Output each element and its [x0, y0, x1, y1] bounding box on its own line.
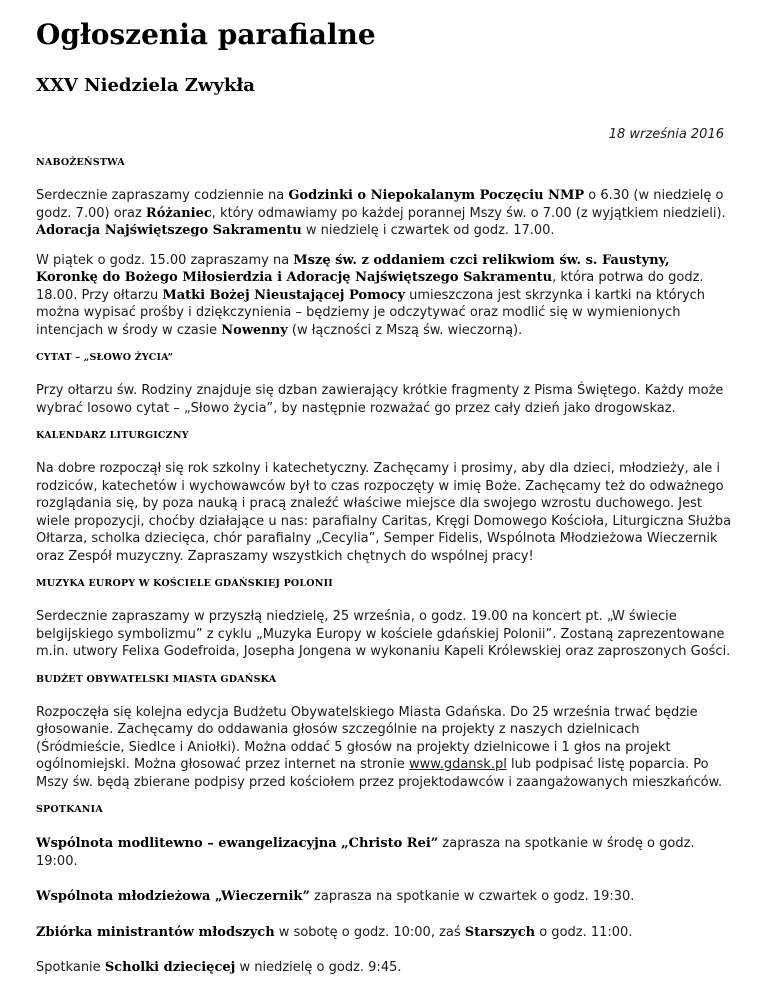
section-heading-budzet: BUDŻET OBYWATELSKI MIASTA GDAŃSKA: [36, 673, 277, 685]
section-heading-nabozenstwa: NABOŻEŃSTWA: [36, 157, 125, 168]
paragraph-muzyka: Serdecznie zapraszamy w przyszłą niedzielę, 25 września, o godz. 19.00 na koncert pt. „W świecie belgijskiego symbolizmu” z cyklu „Muzyka Europy w kościele gdańskiej Polonii”. Zostaną zaprezentowane m.in. utwory Felixa Godefroida, Josepha Jongena w wykonaniu Kapeli Królewskiej oraz zaproszonych Gości.: [36, 609, 731, 659]
paragraph-nabozenstwa-2: W piątek o godz. 15.00 zapraszamy na Mszę św. z oddaniem czci relikwiom św. s. Faustyny, Koronkę do Bożego Miłosierdzia i Adorację Najświętszego Sakramentu, która potrwa do godz. 18.00. Przy ołtarzu Matki Bożej Nieustającej Pomocy umieszczona jest skrzynka i kartki na których można wypisać prośby i dziękczynienia – będziemy je odczytywać oraz modlić się w wymienionych intencjach w środy w czasie Nowenny (w łączności z Mszą św. wieczorną).: [36, 252, 705, 338]
paragraph-kalendarz: Na dobre rozpoczął się rok szkolny i katechetyczny. Zachęcamy i prosimy, aby dla dzieci, młodzieży, ale i rodziców, katechetów i wychowawców był to czas rozpoczęty w imię Boże. Zachęcamy też do odważnego rozglądania się, by poza nauką i pracą znaleźć właściwe miejsce dla swojego wzrostu duchowego. Jest wiele propozycji, choćby działające u nas: parafialny Caritas, Kręgi Domowego Kościoła, Liturgiczna Służba Ołtarza, scholka dziecięca, chór parafialny „Cecylia”, Semper Fidelis, Wspólnota Młodzieżowa Wieczernik oraz Zespół muzyczny. Zapraszamy wszystkich chętnych do wspólnej pracy!: [36, 461, 732, 564]
section-heading-muzyka: MUZYKA EUROPY W KOŚCIELE GDAŃSKIEJ POLONII: [36, 578, 333, 589]
section-heading-spotkania: SPOTKANIA: [36, 804, 103, 815]
page-title: Ogłoszenia parafialne: [36, 18, 376, 51]
page-subtitle: XXV Niedziela Zwykła: [36, 75, 255, 96]
meeting-ministranci: Zbiórka ministrantów młodszych w sobotę o godz. 10:00, zaś Starszych o godz. 11:00.: [36, 924, 633, 940]
paragraph-nabozenstwa-1: Serdecznie zapraszamy codziennie na Godzinki o Niepokalanym Poczęciu NMP o 6.30 (w niedzielę o godz. 7.00) oraz Różaniec, który odmawiamy po każdej porannej Mszy św. o 7.00 (z wyjątkiem niedzieli). Adoracja Najświętszego Sakramentu w niedzielę i czwartek od godz. 17.00.: [36, 188, 726, 238]
meeting-wieczernik: Wspólnota młodzieżowa „Wieczernik” zaprasza na spotkanie w czwartek o godz. 19:30.: [36, 889, 635, 904]
meeting-scholka: Spotkanie Scholki dziecięcej w niedzielę o godz. 9:45.: [36, 960, 402, 975]
date: 18 września 2016: [608, 127, 724, 142]
section-heading-kalendarz: KALENDARZ LITURGICZNY: [36, 430, 189, 441]
paragraph-budzet: Rozpoczęła się kolejna edycja Budżetu Obywatelskiego Miasta Gdańska. Do 25 września trwać będzie głosowanie. Zachęcamy do oddawania głosów szczególnie na projekty z naszych dzielnicach (Śródmieście, Siedlce i Aniołki). Można oddać 5 głosów na projekty dzielnicowe i 1 głos na projekt ogólnomiejski. Można głosować przez internet na stronie www.gdansk.pl lub podpisać listę poparcia. Po Mszy św. będą zbierane podpisy przed kościołem przez projektodawców i zaangażowanych mieszkańców.: [36, 704, 723, 790]
section-heading-cytat: CYTAT – „SŁOWO ŻYCIA”: [36, 352, 174, 363]
gdansk-link[interactable]: www.gdansk.pl: [408, 757, 507, 772]
paragraph-cytat: Przy ołtarzu św. Rodziny znajduje się dzban zawierający krótkie fragmenty z Pisma Świętego. Każdy może wybrać losowo cytat – „Słowo życia”, by następnie rozważać go przez cały dzień jako drogowskaz.: [36, 383, 724, 416]
meeting-christo-rei: Wspólnota modlitewno – ewangelizacyjna „Christo Rei” zaprasza na spotkanie w środę o godz. 19:00.: [36, 836, 695, 869]
